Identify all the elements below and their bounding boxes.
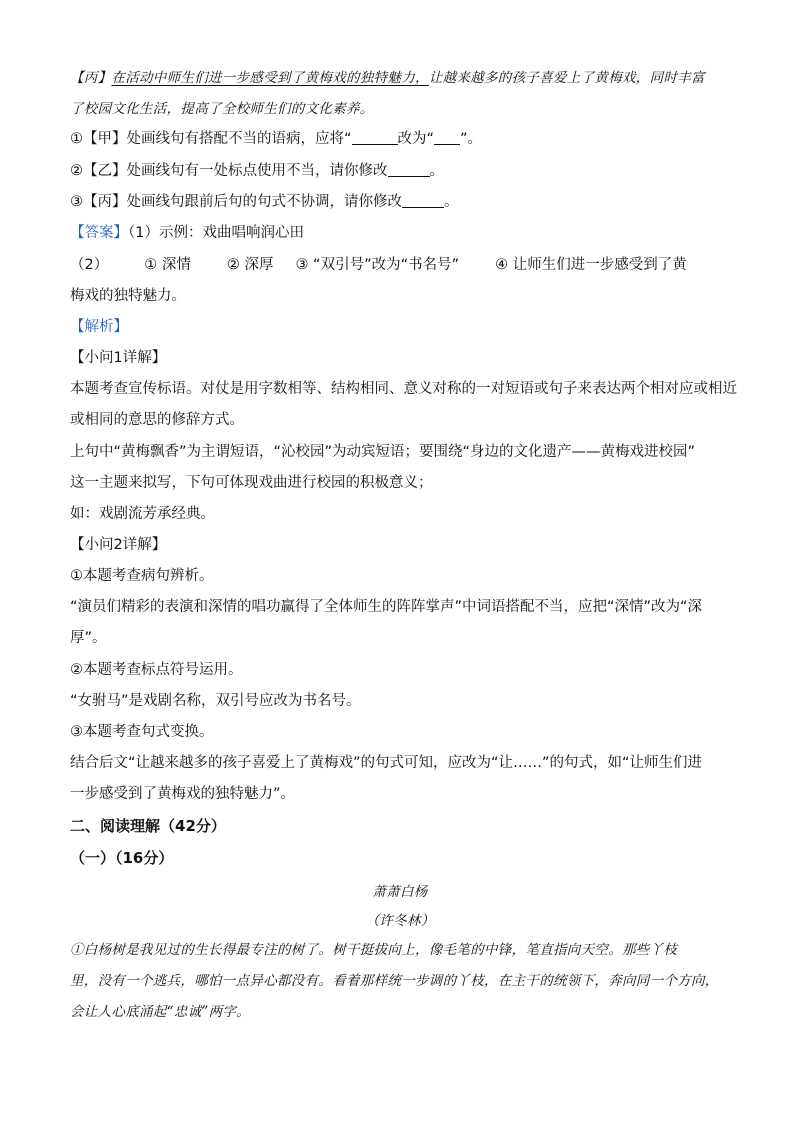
question-1-text-end: ”。 bbox=[460, 131, 483, 147]
question-3-text-end: 。 bbox=[444, 194, 459, 210]
part-1-title: （一）（16分） bbox=[70, 849, 174, 867]
sub1-paragraph2-line1: 上句中“黄梅飘香”为主谓短语，“沁校园”为动宾短语；要围绕“身边的文化遗产——黄梅戏进校园” bbox=[70, 444, 696, 460]
sub2-paragraph4: “女驸马”是戏剧名称，双引号应改为书名号。 bbox=[70, 693, 361, 709]
essay-paragraph1-line2: 里，没有一个逃兵，哪怕一点异心都没有。看着那样统一步调的丫枝，在主干的统领下，奔向同一个方向， bbox=[70, 973, 719, 989]
answer-blank bbox=[352, 130, 398, 145]
answer-blank bbox=[388, 162, 430, 177]
sub2-paragraph2-line2: 厚”。 bbox=[70, 630, 107, 646]
sub2-paragraph1: ①本题考查病句辨析。 bbox=[70, 568, 214, 584]
sub2-paragraph2-line1: “演员们精彩的表演和深情的唱功赢得了全体师生的阵阵掌声”中词语搭配不当，应把“深情”改为“深 bbox=[70, 599, 703, 615]
answer-line3: 梅戏的独特魅力。 bbox=[70, 288, 186, 304]
bing-label: 【丙】 bbox=[70, 70, 112, 86]
sub2-title: 【小问2详解】 bbox=[70, 537, 167, 553]
answer-2-item-d: ④ 让师生们进一步感受到了黄 bbox=[495, 257, 687, 273]
essay-title: 萧萧白杨 bbox=[372, 884, 428, 900]
question-1 bbox=[70, 129, 730, 149]
answer-2-item-c: ③ “双引号”改为“书名号” bbox=[295, 257, 460, 273]
answer-2-item-b: ② 深厚 bbox=[226, 257, 274, 273]
section-2-title: 二、阅读理解（42分） bbox=[70, 817, 226, 835]
question-2-text: ②【乙】处画线句有一处标点使用不当，请你修改 bbox=[70, 163, 388, 179]
sub1-paragraph2-line2: 这一主题来拟写，下句可体现戏曲进行校园的积极意义； bbox=[70, 475, 433, 491]
bing-underlined-text: 在活动中师生们进一步感受到了黄梅戏的独特魅力， bbox=[111, 70, 429, 86]
sub1-paragraph1-line2: 或相同的意思的修辞方式。 bbox=[70, 412, 244, 428]
question-2 bbox=[70, 161, 730, 181]
answer-2-item-a: ① 深情 bbox=[144, 257, 191, 273]
answer-label: 【答案】 bbox=[70, 225, 128, 241]
sub2-paragraph6-line2: 一步感受到了黄梅戏的独特魅力”。 bbox=[70, 786, 296, 802]
sub1-paragraph1-line1: 本题考查宣传标语。对仗是用字数相等、结构相同、意义对称的一对短语或句子来表达两个相对应或相近 bbox=[70, 381, 737, 397]
sub1-paragraph3: 如：戏剧流芳承经典。 bbox=[70, 506, 215, 522]
answer-blank bbox=[402, 193, 444, 208]
question-1-text: ①【甲】处画线句有搭配不当的语病，应将“ bbox=[70, 131, 352, 147]
bing-text: 让越来越多的孩子喜爱上了黄梅戏，同时丰富 bbox=[428, 70, 705, 86]
answer-line1 bbox=[70, 223, 730, 243]
answer-2-number: （2） bbox=[70, 257, 109, 273]
answer-blank bbox=[434, 130, 460, 145]
question-3-text: ③【丙】处画线句跟前后句的句式不协调，请你修改 bbox=[70, 194, 402, 210]
sub2-paragraph3: ②本题考查标点符号运用。 bbox=[70, 662, 243, 678]
bing-sentence-line2: 了校园文化生活，提高了全校师生们的文化素养。 bbox=[70, 101, 374, 117]
question-2-text-end: 。 bbox=[429, 163, 444, 179]
question-3 bbox=[70, 192, 730, 212]
bing-sentence-line1 bbox=[70, 68, 730, 88]
sub2-paragraph5: ③本题考查句式变换。 bbox=[70, 724, 214, 740]
sub2-paragraph6-line1: 结合后文“让越来越多的孩子喜爱上了黄梅戏”的句式可知，应改为“让……”的句式，如“让师生们进 bbox=[70, 755, 703, 771]
answer-1-text: （1）示例：戏曲唱响润心田 bbox=[128, 225, 304, 241]
question-1-text-mid: 改为“ bbox=[397, 131, 435, 147]
essay-paragraph1-line3: 会让人心底涌起“忠诚”两字。 bbox=[70, 1004, 251, 1020]
analysis-label: 【解析】 bbox=[70, 319, 128, 335]
answer-line2 bbox=[70, 255, 730, 275]
essay-author: （许冬林） bbox=[365, 913, 435, 929]
sub1-title: 【小问1详解】 bbox=[70, 350, 167, 366]
essay-paragraph1-line1: ①白杨树是我见过的生长得最专注的树了。树干挺拔向上，像毛笔的中锋，笔直指向天空。那些丫枝 bbox=[70, 942, 678, 958]
